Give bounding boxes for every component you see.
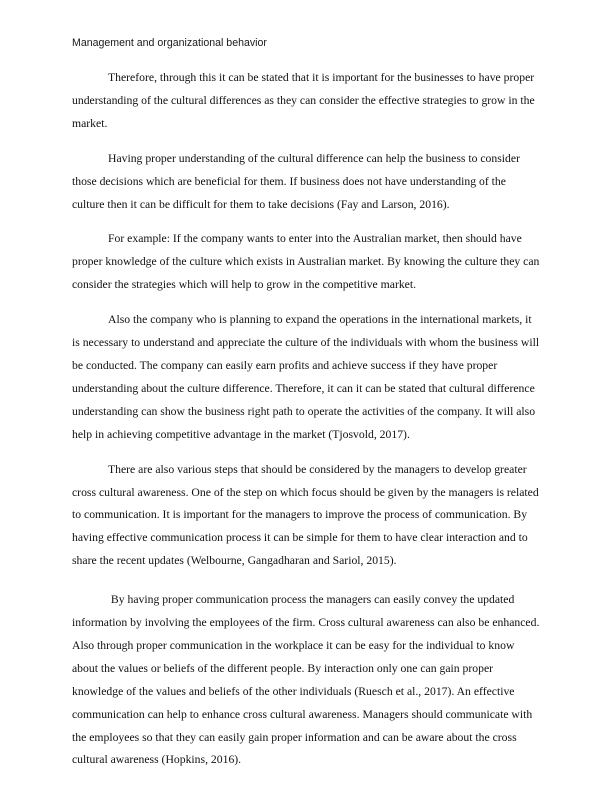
paragraph-international-expansion: Also the company who is planning to expand the operations in the international markets, it is necessary to understand and appreciate the culture of the individuals with whom the business will be conducted. The company can easily earn profits and achieve success if they have proper understanding about the culture difference. Therefore, it can it can be stated that cultural difference understanding can show the business right path to operate the activities of the company. It will also help in achieving competitive advantage in the market (Tjosvold, 2017). <box>72 313 542 441</box>
paragraph-decision-making: Having proper understanding of the cultural difference can help the business to consider those decisions which are beneficial for them. If business does not have understanding of the culture then it can be difficult for them to take decisions (Fay and Larson, 2016). <box>72 151 523 211</box>
running-header-title: Management and organizational behavior <box>72 37 267 49</box>
paragraph-importance-of-cultural-understanding: Therefore, through this it can be stated that it is important for the businesses to have proper understanding of the cultural differences as they can consider the effective strategies to grow in the market. <box>72 71 538 130</box>
document-body <box>72 67 543 784</box>
paragraph-communication-process: By having proper communication process the managers can easily convey the updated information by involving the employees of the firm. Cross cultural awareness can also be enhanced. Also through proper communication in the workplace it can be easy for the individual to know about the values or beliefs of the different people. By interaction only one can gain proper knowledge of the values and beliefs of the other individuals (Ruesch et al., 2017). An effective communication can help to enhance cross cultural awareness. Managers should communicate with the employees so that they can easily gain proper information and can be aware about the cross cultural awareness (Hopkins, 2016). <box>72 593 542 767</box>
paragraph-australian-market-example: For example: If the company wants to enter into the Australian market, then should have proper knowledge of the culture which exists in Australian market. By knowing the culture they can consider the strategies which will help to grow in the competitive market. <box>72 232 543 292</box>
paragraph-steps-for-cross-cultural-awareness: There are also various steps that should be considered by the managers to develop greater cross cultural awareness. One of the step on which focus should be given by the managers is related to communication. It is important for the managers to improve the process of communication. By having effective communication process it can be simple for them to have clear interaction and to share the recent updates (Welbourne, Gangadharan and Sariol, 2015). <box>72 462 542 568</box>
